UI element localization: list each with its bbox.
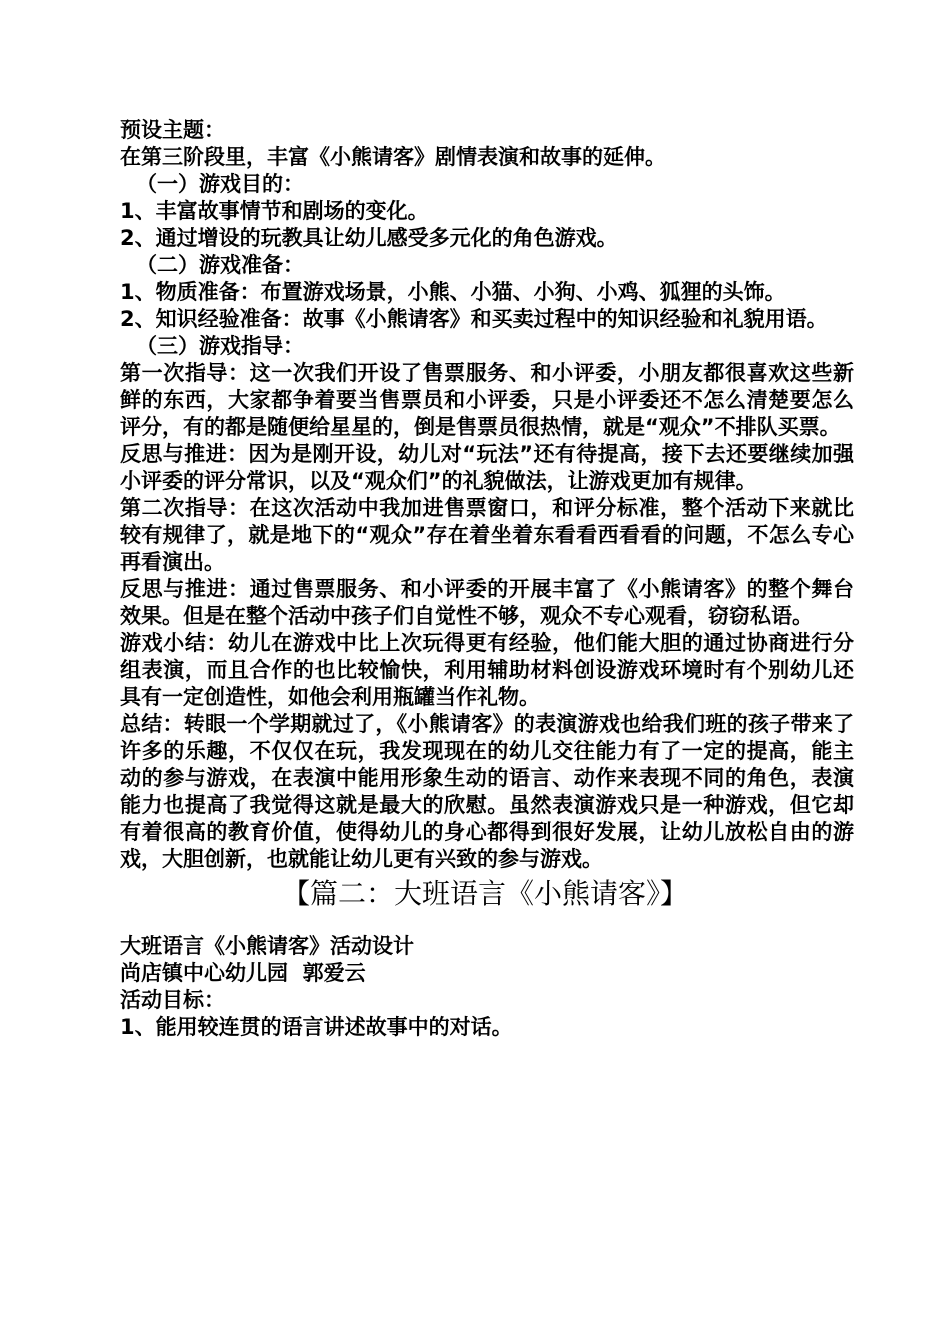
document-body bbox=[116, 117, 854, 1041]
second-guidance: 第二次指导：在这次活动中我加进售票窗口，和评分标准，整个活动下来就比较有规律了，就是地下的“观众”存在着坐着东看看西看看的问题，不怎么专心再看演出。 bbox=[120, 496, 854, 574]
second-reflection: 反思与推进：通过售票服务、和小评委的开展丰富了《小熊请客》的整个舞台效果。但是在整个活动中孩子们自觉性不够，观众不专心观看，窃窃私语。 bbox=[120, 577, 854, 628]
goal-heading: （一）游戏目的： bbox=[136, 172, 304, 196]
author-line: 尚店镇中心幼儿园 郭爱云 bbox=[120, 961, 366, 985]
overall-summary: 总结：转眼一个学期就过了，《小熊请客》的表演游戏也给我们班的孩子带来了许多的乐趣，不仅仅在玩，我发现现在的幼儿交往能力有了一定的提高，能主动的参与游戏，在表演中能用形象生动的语言、动作来表现不同的角色，表演能力也提高了我觉得这就是最大的欣慰。虽然表演游戏只是一种游戏，但它却有着很高的教育价值，使得幼儿的身心都得到很好发展，让幼儿放松自由的游戏，大胆创新，也就能让幼儿更有兴致的参与游戏。 bbox=[120, 712, 854, 871]
objective-item-1: 1、能用较连贯的语言讲述故事中的对话。 bbox=[120, 1015, 513, 1039]
guide-heading: （三）游戏指导： bbox=[136, 334, 304, 358]
game-summary: 游戏小结：幼儿在游戏中比上次玩得更有经验，他们能大胆的通过协商进行分组表演，而且合作的也比较愉快，利用辅助材料创设游戏环境时有个别幼儿还具有一定创造性，如他会利用瓶罐当作礼物。 bbox=[120, 631, 854, 709]
prep-heading: （二）游戏准备： bbox=[136, 253, 304, 277]
first-guidance: 第一次指导：这一次我们开设了售票服务、和小评委，小朋友都很喜欢这些新鲜的东西，大家都争着要当售票员和小评委，只是小评委还不怎么清楚要怎么评分，有的都是随便给星星的，倒是售票员很热情，就是“观众”不排队买票。 bbox=[120, 361, 854, 439]
theme-label: 预设主题： bbox=[120, 118, 225, 142]
goal-item-2: 2、通过增设的玩教具让幼儿感受多元化的角色游戏。 bbox=[120, 226, 618, 250]
section-title: 【篇二：大班语言《小熊请客》】 bbox=[281, 877, 688, 910]
design-title: 大班语言《小熊请客》活动设计 bbox=[120, 934, 414, 958]
objective-heading: 活动目标： bbox=[120, 988, 225, 1012]
prep-item-1: 1、物质准备：布置游戏场景，小熊、小猫、小狗、小鸡、狐狸的头饰。 bbox=[120, 280, 786, 304]
first-reflection: 反思与推进：因为是刚开设，幼儿对“玩法”还有待提高，接下去还要继续加强小评委的评分常识，以及“观众们”的礼貌做法，让游戏更加有规律。 bbox=[120, 442, 854, 493]
theme-text: 在第三阶段里，丰富《小熊请客》剧情表演和故事的延伸。 bbox=[120, 145, 666, 169]
prep-item-2: 2、知识经验准备：故事《小熊请客》和买卖过程中的知识经验和礼貌用语。 bbox=[120, 307, 828, 331]
goal-item-1: 1、丰富故事情节和剧场的变化。 bbox=[120, 199, 429, 223]
